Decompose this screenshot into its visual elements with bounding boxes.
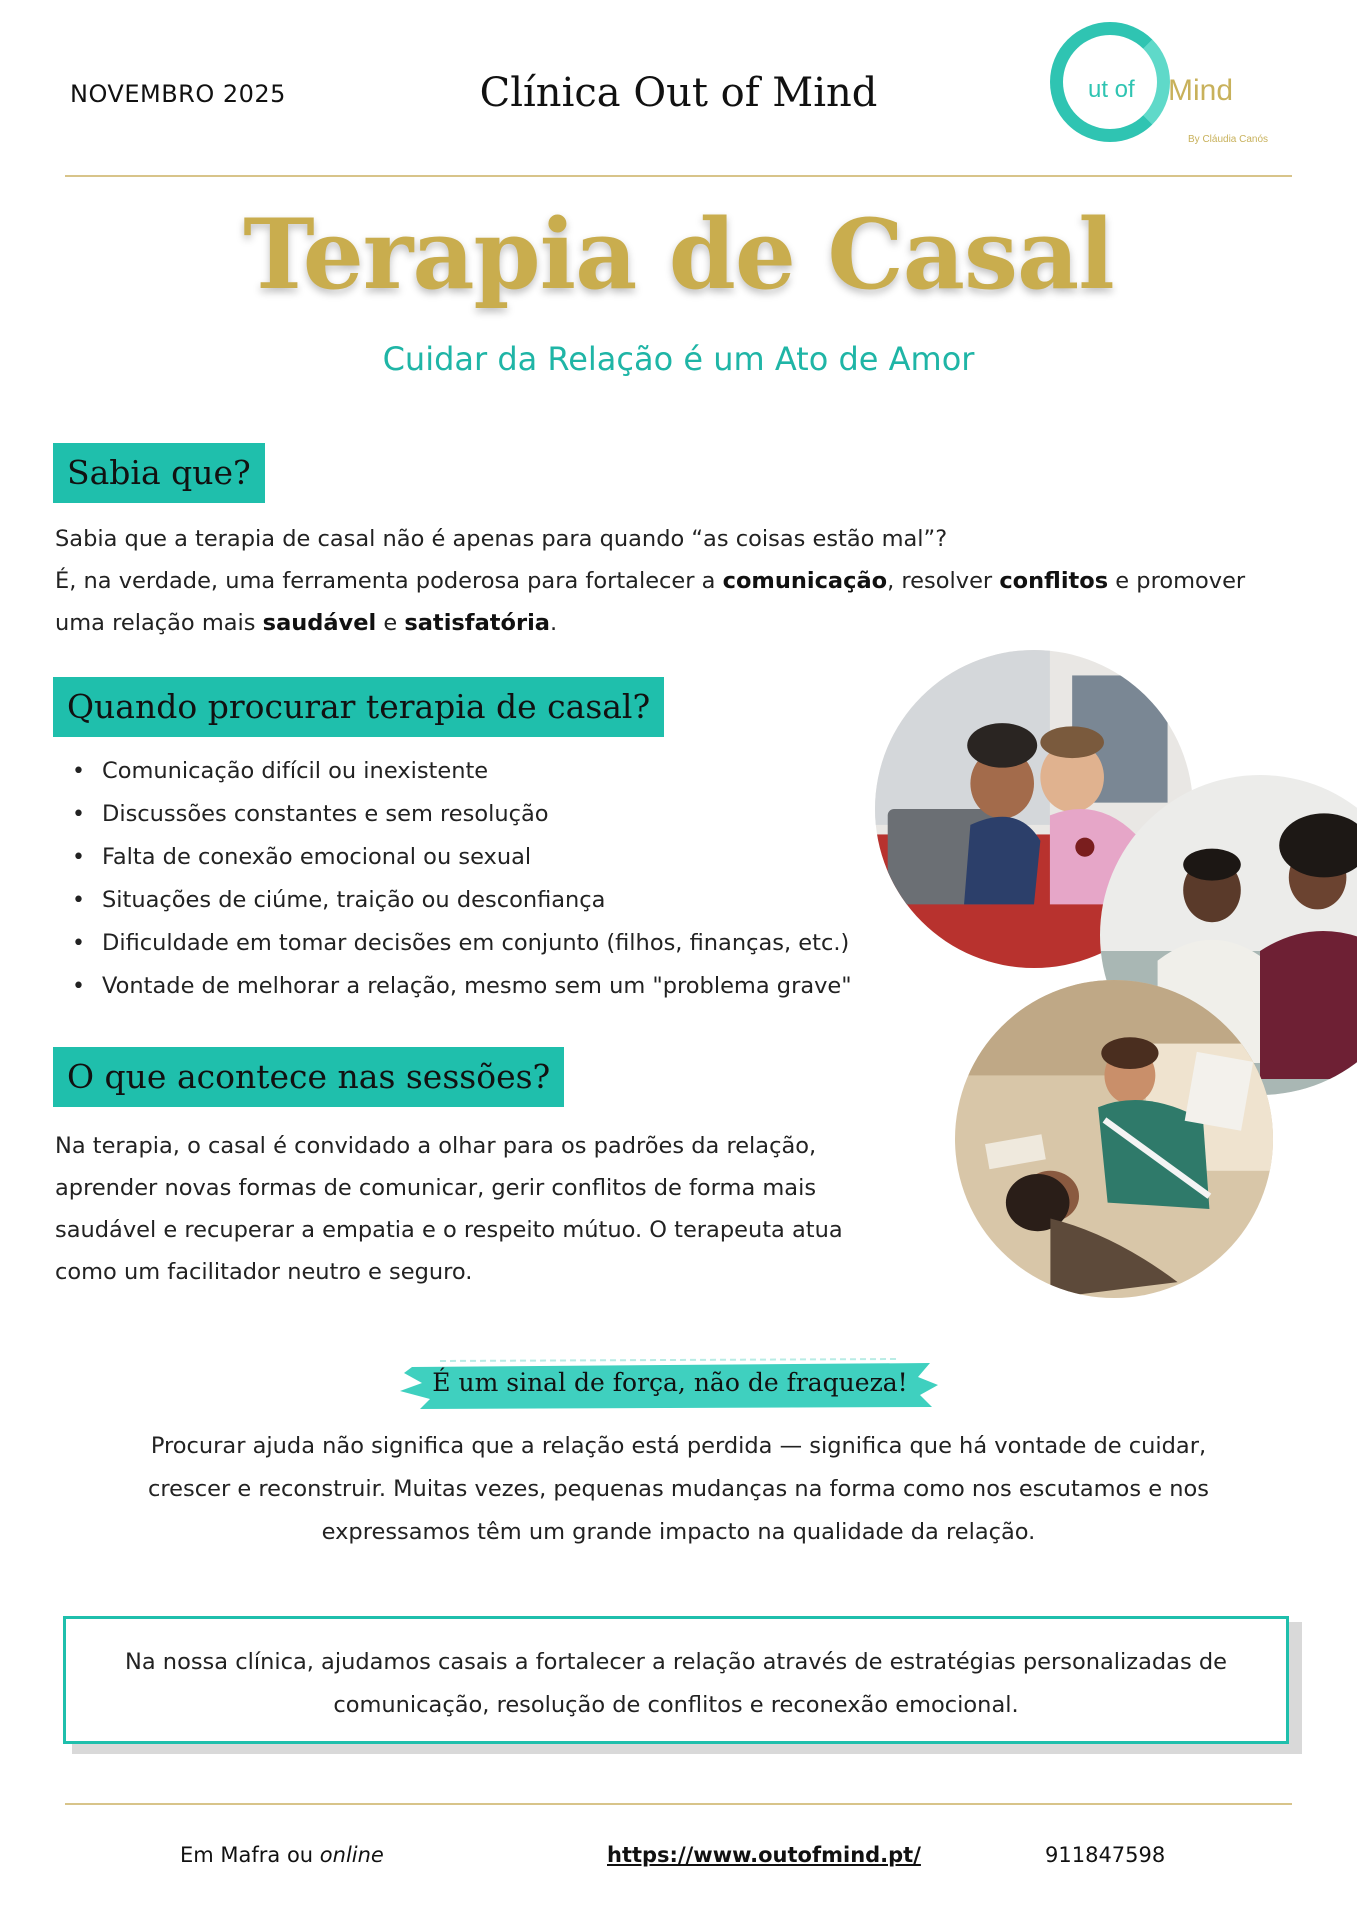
list-item: • Comunicação difícil ou inexistente <box>70 750 852 793</box>
sessoes-line: aprender novas formas de comunicar, gerir conflitos de forma mais <box>55 1175 817 1201</box>
footer-divider <box>65 1803 1292 1805</box>
section-heading-sessoes: O que acontece nas sessões? <box>53 1047 564 1107</box>
strength-line: Procurar ajuda não significa que a relação está perdida — significa que há vontade de cuidar, <box>150 1433 1207 1459</box>
section-heading-sabia: Sabia que? <box>53 443 265 503</box>
sabia-paragraph <box>55 518 1315 644</box>
page-title: Terapia de Casal <box>243 198 1114 311</box>
sabia-line-2: É, na verdade, uma ferramenta poderosa para fortalecer a comunicação, resolver conflitos e promover <box>55 568 1246 594</box>
list-item: • Dificuldade em tomar decisões em conjunto (filhos, finanças, etc.) <box>70 922 852 965</box>
sessoes-paragraph <box>55 1125 915 1293</box>
newsletter-date: NOVEMBRO 2025 <box>70 80 286 108</box>
logo-byline: By Cláudia Canós <box>1188 134 1269 145</box>
sessoes-line: saudável e recuperar a empatia e o respeito mútuo. O terapeuta atua <box>55 1217 843 1243</box>
footer-phone[interactable]: 911847598 <box>1045 1843 1166 1867</box>
couple-photo-reading <box>955 980 1273 1298</box>
section-heading-quando: Quando procurar terapia de casal? <box>53 677 664 737</box>
callout-line: comunicação, resolução de conflitos e reconexão emocional. <box>333 1692 1019 1718</box>
callout-line: Na nossa clínica, ajudamos casais a fortalecer a relação através de estratégias personalizadas de <box>125 1649 1227 1675</box>
logo-text-out: ut of <box>1088 76 1135 103</box>
sabia-line-3: uma relação mais saudável e satisfatória. <box>55 610 558 636</box>
list-item: • Falta de conexão emocional ou sexual <box>70 836 852 879</box>
header-divider <box>65 175 1292 177</box>
list-item: • Discussões constantes e sem resolução <box>70 793 852 836</box>
strength-paragraph <box>100 1425 1257 1554</box>
strength-line: expressamos têm um grande impacto na qualidade da relação. <box>321 1519 1036 1545</box>
list-item: • Vontade de melhorar a relação, mesmo sem um "problema grave" <box>70 965 852 1008</box>
logo-text-mind: Mind <box>1168 74 1234 107</box>
footer-location: Em Mafra ou online <box>180 1843 384 1867</box>
strength-banner <box>400 1355 940 1415</box>
indications-list <box>70 750 852 1008</box>
list-item: • Situações de ciúme, traição ou desconfiança <box>70 879 852 922</box>
sessoes-line: como um facilitador neutro e seguro. <box>55 1259 473 1285</box>
page-subtitle: Cuidar da Relação é um Ato de Amor <box>382 340 975 378</box>
sessoes-line: Na terapia, o casal é convidado a olhar para os padrões da relação, <box>55 1133 817 1159</box>
strength-banner-text: É um sinal de força, não de fraqueza! <box>432 1368 908 1397</box>
website-link[interactable]: https://www.outofmind.pt/ <box>607 1843 921 1867</box>
clinic-name: Clínica Out of Mind <box>479 70 878 116</box>
clinic-callout-box <box>63 1616 1289 1744</box>
clinic-logo <box>1050 22 1280 152</box>
strength-line: crescer e reconstruir. Muitas vezes, pequenas mudanças na forma como nos escutamos e nos <box>148 1476 1209 1502</box>
sabia-line-1: Sabia que a terapia de casal não é apenas para quando “as coisas estão mal”? <box>55 526 948 552</box>
